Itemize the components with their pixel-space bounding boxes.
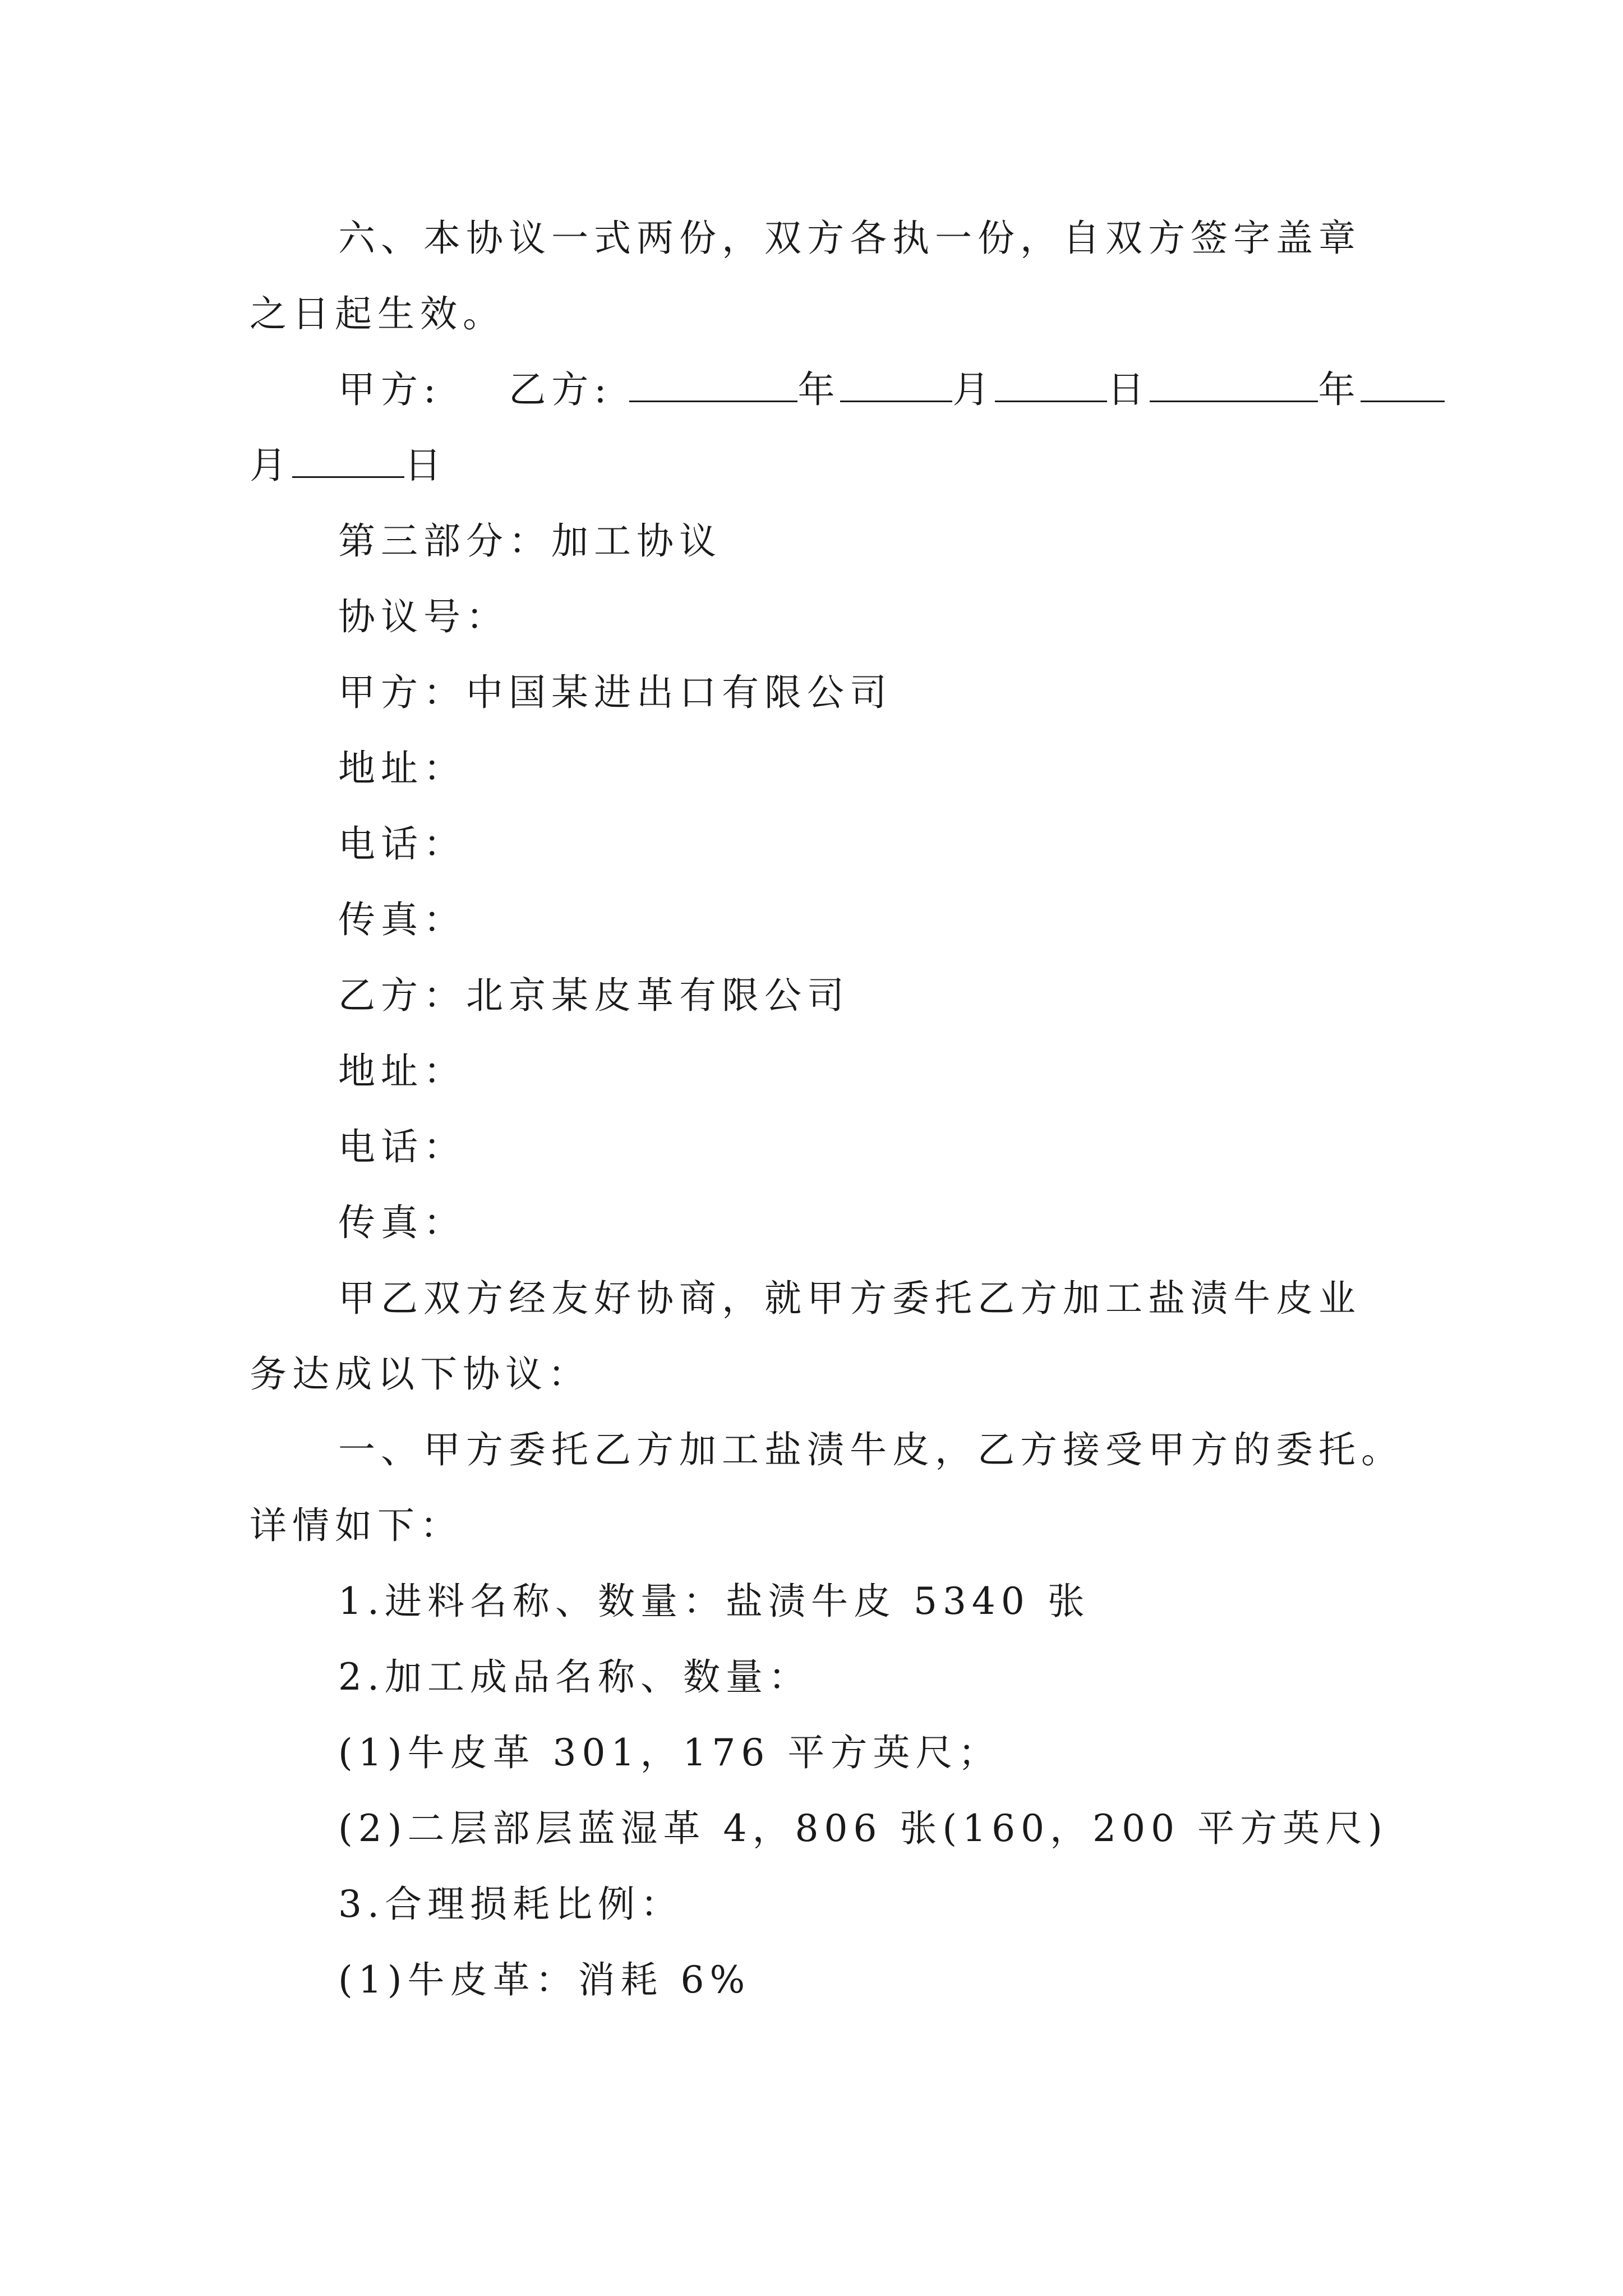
party-b-year-blank [1150, 366, 1318, 402]
party-a-year-blank [629, 366, 797, 402]
party-a-year-label: 年 [797, 368, 841, 411]
party-a-day-blank [995, 366, 1107, 402]
party-b-month-label: 月 [250, 444, 292, 487]
party-b-phone-label: 电话： [338, 1125, 466, 1168]
section-title: 第三部分：加工协议 [338, 519, 722, 563]
agreement-number-label: 协议号： [338, 595, 509, 638]
party-a-day-label: 日 [1107, 368, 1150, 411]
party-b-fax-label: 传真： [338, 1201, 466, 1244]
party-b-year-label: 年 [1318, 368, 1361, 411]
intro-line-2: 务达成以下协议： [250, 1352, 591, 1396]
party-b-signature-label: 乙方: [509, 368, 612, 411]
party-b-day-blank [292, 441, 404, 478]
party-a-signature-label: 甲方: [338, 368, 442, 411]
party-a-month-label: 月 [952, 368, 995, 411]
party-b-day-label: 日 [404, 444, 447, 487]
party-a-fax-label: 传真： [338, 898, 466, 941]
intro-line-1: 甲乙双方经友好协商，就甲方委托乙方加工盐渍牛皮业 [338, 1277, 1361, 1320]
party-a-address-label: 地址： [338, 747, 466, 790]
item-output-1: (1)牛皮革 301，176 平方英尺； [338, 1731, 1001, 1774]
item-output-title: 2.加工成品名称、数量： [338, 1655, 811, 1699]
party-b-month-blank [1361, 366, 1445, 402]
item-output-2: (2)二层部层蓝湿革 4，806 张(160，200 平方英尺) [338, 1807, 1388, 1850]
clause-1-line-1: 一、甲方委托乙方加工盐渍牛皮，乙方接受甲方的委托。 [338, 1428, 1404, 1471]
item-loss-title: 3.合理损耗比例： [338, 1883, 683, 1926]
signature-line-2 [250, 438, 1388, 494]
party-b-name: 乙方：北京某皮革有限公司 [338, 974, 850, 1017]
item-input-material: 1.进料名称、数量：盐渍牛皮 5340 张 [338, 1580, 1090, 1623]
signature-line [250, 362, 1388, 418]
item-loss-1: (1)牛皮革：消耗 6% [338, 1958, 751, 2001]
clause-6-line-2: 之日起生效。 [250, 292, 505, 335]
clause-6-line-1: 六、本协议一式两份，双方各执一份，自双方签字盖章 [338, 217, 1361, 260]
party-b-address-label: 地址： [338, 1050, 466, 1093]
party-a-month-blank [840, 366, 952, 402]
party-a-name: 甲方：中国某进出口有限公司 [338, 671, 892, 714]
party-a-phone-label: 电话： [338, 822, 466, 866]
clause-1-line-2: 详情如下： [250, 1504, 463, 1547]
